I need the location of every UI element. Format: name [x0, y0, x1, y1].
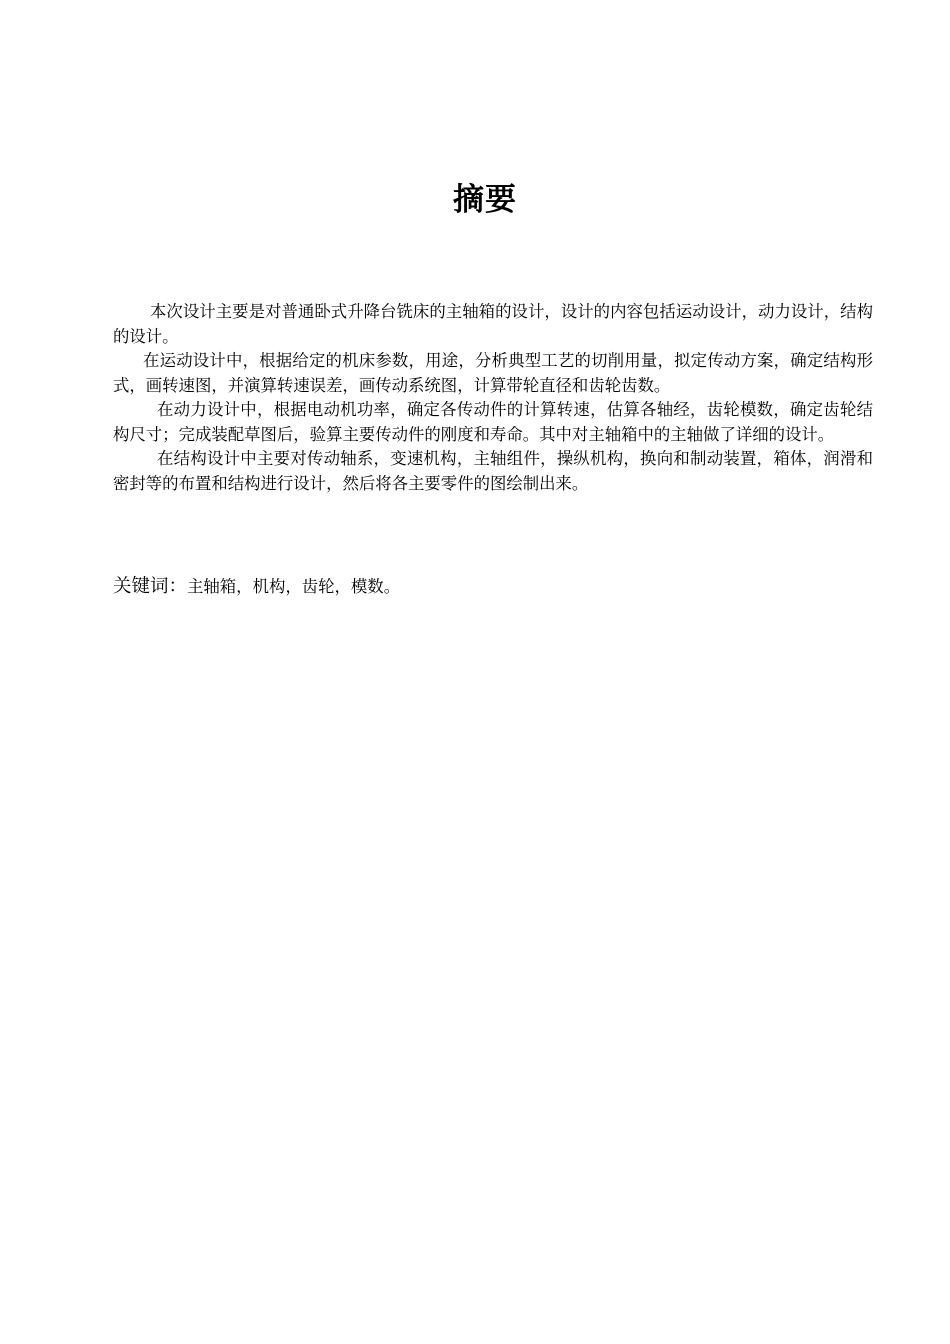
- keywords-line: [113, 574, 873, 600]
- keywords-label: 关键词：: [113, 576, 188, 597]
- paragraph-motion-design: 在运动设计中，根据给定的机床参数，用途，分析典型工艺的切削用量，拟定传动方案，确定结构形式，画转速图，并演算转速误差，画传动系统图，计算带轮直径和齿轮齿数。: [113, 351, 873, 395]
- abstract-title: 摘要: [453, 182, 517, 218]
- keywords-value: 主轴箱，机构，齿轮，模数。: [187, 577, 401, 596]
- abstract-body: [113, 300, 873, 496]
- paragraph-power-design: 在动力设计中，根据电动机功率，确定各传动件的计算转速，估算各轴经，齿轮模数，确定齿轮结构尺寸；完成装配草图后，验算主要传动件的刚度和寿命。其中对主轴箱中的主轴做了详细的设计。: [113, 400, 873, 444]
- paragraph-overview: 本次设计主要是对普通卧式升降台铣床的主轴箱的设计，设计的内容包括运动设计，动力设计，结构的设计。: [113, 302, 873, 346]
- paragraph-structure-design: 在结构设计中主要对传动轴系，变速机构，主轴组件，操纵机构，换向和制动装置，箱体，润滑和密封等的布置和结构进行设计，然后将各主要零件的图绘制出来。: [113, 449, 873, 493]
